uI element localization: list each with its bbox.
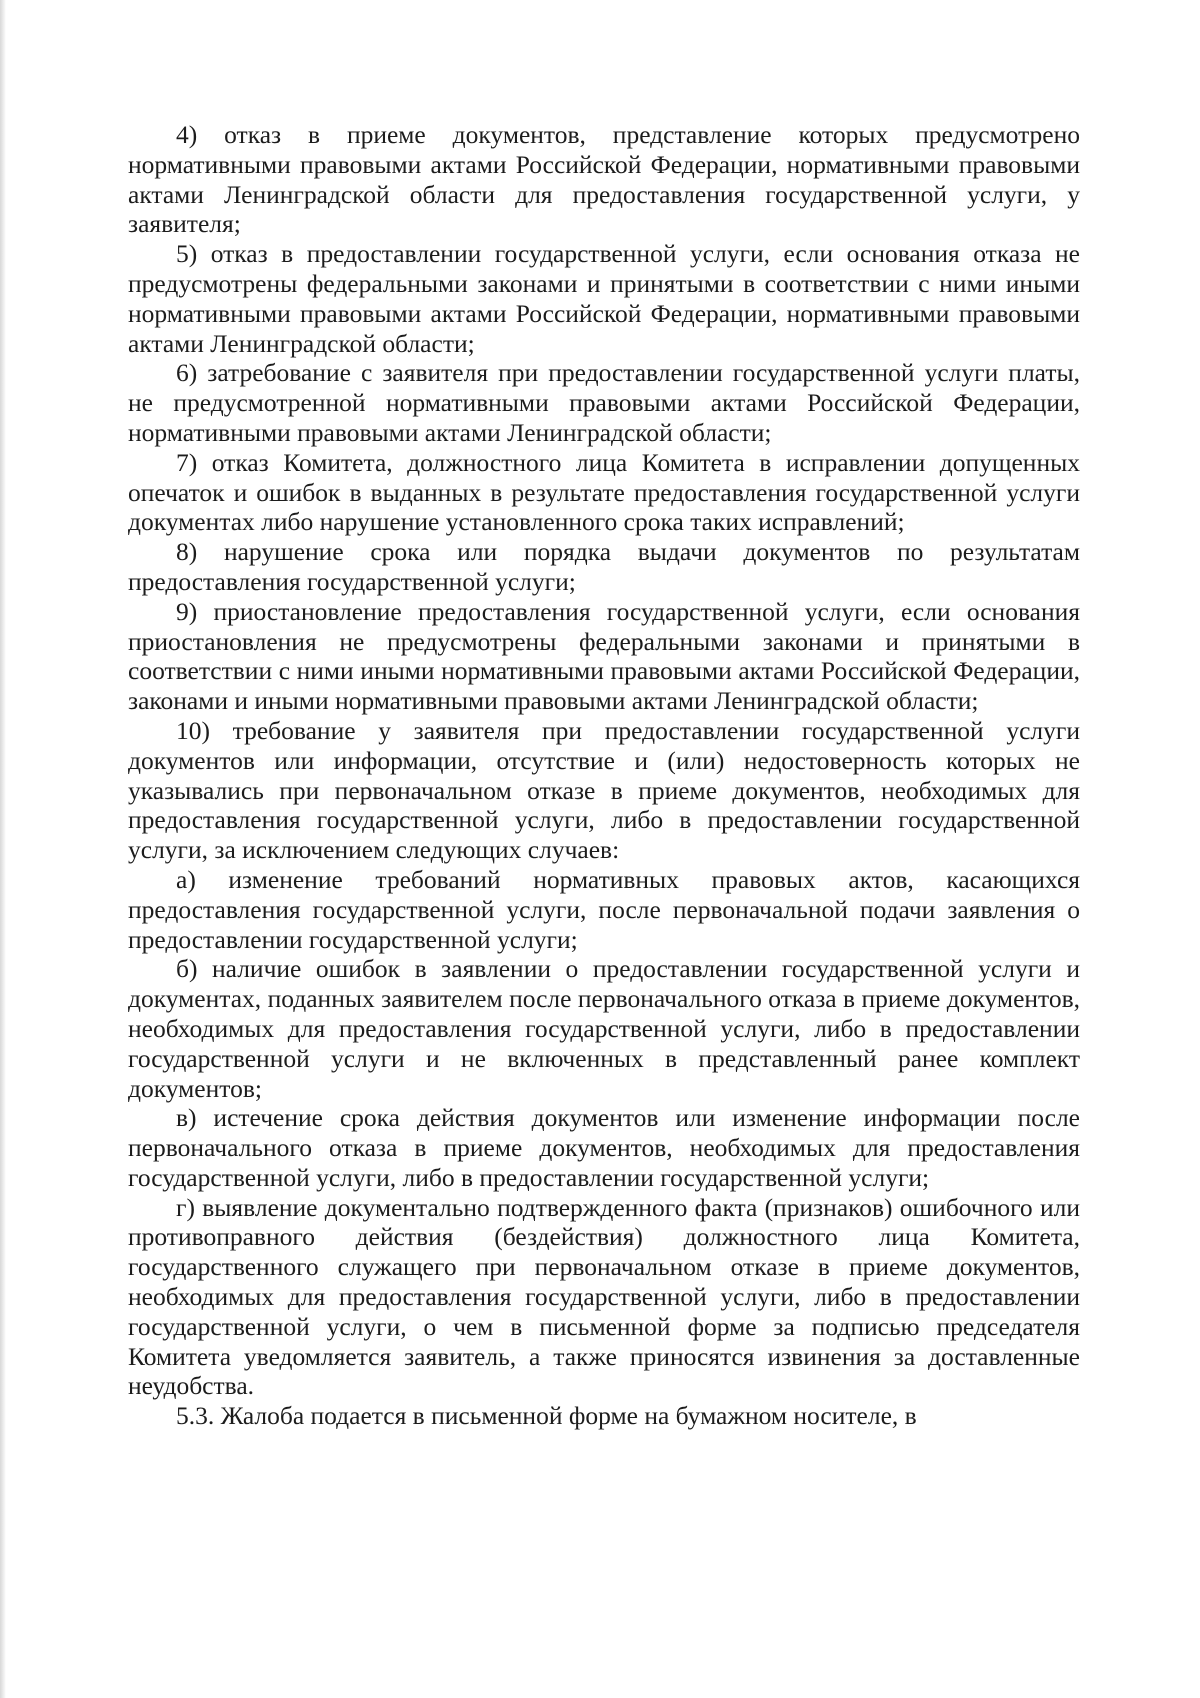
- paragraph-item-9: 9) приостановление предоставления государственной услуги, если основания приостановления не предусмотрены федеральными законами и принятыми в соответствии с ними иными нормативными правовыми актами Российской Федерации, законами и иными нормативными правовыми актами Ленинградской области;: [128, 596, 1080, 716]
- document-page: [128, 120, 1080, 1431]
- paragraph-subitem-v: в) истечение срока действия документов или изменение информации после первоначального отказа в приеме документов, необходимых для предоставления государственной услуги, либо в предоставлении государственной услуги;: [128, 1103, 1080, 1192]
- paragraph-section-5-3: 5.3. Жалоба подается в письменной форме на бумажном носителе, в: [176, 1401, 917, 1431]
- paragraph-item-10: 10) требование у заявителя при предоставлении государственной услуги документов или информации, отсутствие и (или) недостоверность которых не указывались при первоначальном отказе в приеме документов, необходимых для предоставления государственной услуги, либо в предоставлении государственной услуги, за исключением следующих случаев:: [128, 715, 1080, 865]
- paragraph-subitem-a: а) изменение требований нормативных правовых актов, касающихся предоставления государственной услуги, после первоначальной подачи заявления о предоставлении государственной услуги;: [128, 864, 1080, 954]
- paragraph-item-8: 8) нарушение срока или порядка выдачи документов по результатам предоставления государственной услуги;: [128, 537, 1080, 596]
- scan-edge: [0, 0, 6, 1698]
- paragraph-subitem-b: б) наличие ошибок в заявлении о предоставлении государственной услуги и документах, поданных заявителем после первоначального отказа в приеме документов, необходимых для предоставления государственной услуги, либо в предоставлении государственной услуги и не включенных в представленный ранее комплект документов;: [128, 954, 1080, 1103]
- paragraph-item-7: 7) отказ Комитета, должностного лица Комитета в исправлении допущенных опечаток и ошибок в выданных в результате предоставления государственной услуги документах либо нарушение установленного срока таких исправлений;: [128, 447, 1080, 537]
- paragraph-item-6: 6) затребование с заявителя при предоставлении государственной услуги платы, не предусмотренной нормативными правовыми актами Российской Федерации, нормативными правовыми актами Ленинградской области;: [128, 358, 1080, 447]
- paragraph-item-4: 4) отказ в приеме документов, представление которых предусмотрено нормативными правовыми актами Российской Федерации, нормативными правовыми актами Ленинградской области для предоставления государственной услуги, у заявителя;: [128, 120, 1080, 239]
- paragraph-item-5: 5) отказ в предоставлении государственной услуги, если основания отказа не предусмотрены федеральными законами и принятыми в соответствии с ними иными нормативными правовыми актами Российской Федерации, нормативными правовыми актами Ленинградской области;: [128, 239, 1080, 358]
- paragraph-subitem-g: г) выявление документально подтвержденного факта (признаков) ошибочного или противоправного действия (бездействия) должностного лица Комитета, государственного служащего при первоначальном отказе в приеме документов, необходимых для предоставления государственной услуги, либо в предоставлении государственной услуги, о чем в письменной форме за подписью председателя Комитета уведомляется заявитель, а также приносятся извинения за доставленные неудобства.: [128, 1192, 1080, 1401]
